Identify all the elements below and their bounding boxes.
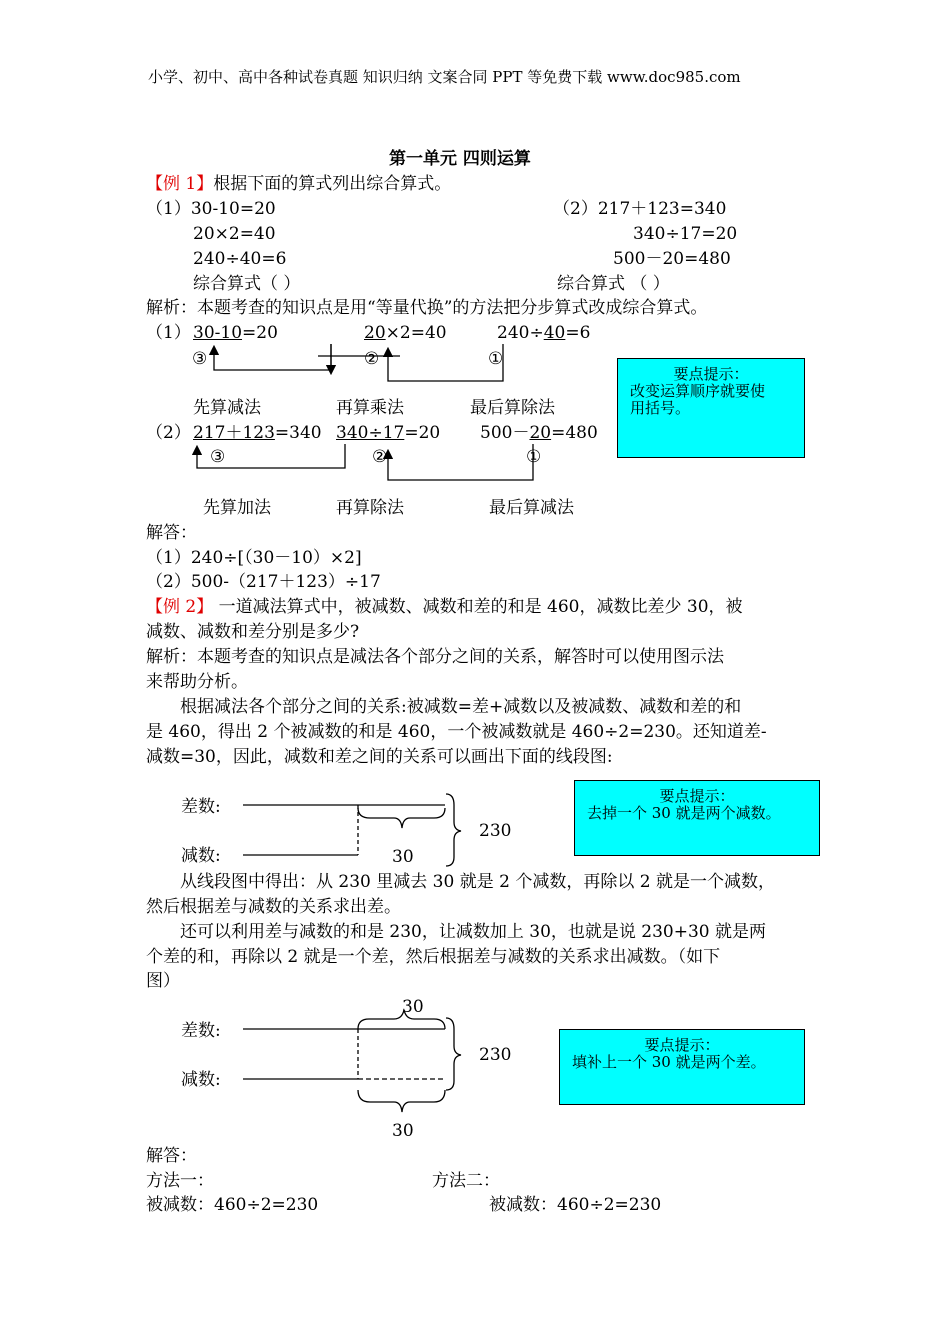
ex1-p2-eq2: 340÷17=20 — [633, 224, 738, 244]
ex2-reason-1: 根据减法各个部分之间的关系:被减数=差+减数以及被减数、减数和差的和 — [180, 697, 742, 717]
ex2-method2-label: 方法二： — [432, 1171, 500, 1191]
ex2-alt-2: 个差的和，再除以 2 就是一个差，然后根据差与减数的关系求出减数。（如下 — [146, 947, 721, 967]
d1-eq3 — [497, 322, 590, 344]
ex2-alt-3: 图） — [146, 971, 180, 991]
fig1-small-brace — [358, 808, 445, 828]
ex1-p1-label: （1） — [146, 199, 191, 219]
d1-eq2 — [364, 322, 447, 344]
ex1-p2-eq3: 500－20=480 — [613, 249, 731, 269]
fig2-big-brace — [446, 1018, 461, 1090]
fig1-label-sub: 减数: — [181, 846, 221, 866]
example2-question-line2: 减数、减数和差分别是多少? — [146, 622, 360, 642]
d2-eq2-underlined: 340÷17 — [336, 423, 405, 443]
fig1-big-brace — [446, 794, 461, 866]
d1-eq2-underlined: 20 — [364, 323, 386, 343]
d2-eq2 — [336, 422, 440, 444]
fig2-bottom: 30 — [392, 1121, 414, 1141]
d2-label: （2） — [146, 423, 191, 443]
example1-text: 根据下面的算式列出综合算式。 — [213, 174, 452, 194]
d1-mark-2: ② — [364, 349, 380, 369]
d1-eq3-rest: =6 — [565, 323, 591, 343]
fig2-label-diff: 差数: — [181, 1021, 221, 1041]
ex2-fig1-text-2: 然后根据差与减数的关系求出差。 — [146, 897, 401, 917]
example2-question-line1 — [146, 596, 743, 618]
ex1-p1-eq1: 30-10=20 — [190, 199, 276, 219]
tip1-title: 要点提示： — [673, 365, 749, 383]
ex2-reason-2: 是 460，得出 2 个被减数的和是 460，一个被减数就是 460÷2=230。还知道差- — [146, 722, 767, 742]
d2-step3: 最后算减法 — [489, 498, 574, 518]
ex1-p2-label: （2） — [553, 199, 598, 219]
ex1-p2-line1 — [553, 198, 726, 220]
fig2-label-sub: 减数: — [181, 1070, 221, 1090]
example2-tag: 【例 2】 — [146, 597, 214, 617]
fig1-gap: 30 — [392, 847, 414, 867]
tip-box-3 — [559, 1029, 805, 1105]
d2-mark-3: ③ — [210, 447, 226, 467]
ex1-answer-label: 解答： — [146, 523, 197, 543]
tip2-title: 要点提示： — [659, 787, 735, 805]
tip3-body: 填补上一个 30 就是两个差。 — [572, 1053, 766, 1071]
d1-arrow-a — [214, 344, 331, 370]
d1-eq3-underlined: 40 — [543, 323, 566, 343]
ex2-analysis-2: 来帮助分析。 — [146, 672, 248, 692]
d1-mark-3: ③ — [192, 349, 208, 369]
tip3-title: 要点提示： — [644, 1036, 720, 1054]
header-banner: 小学、初中、高中各种试卷真题 知识归纳 文案合同 PPT 等免费下载 www.doc985.com — [148, 68, 741, 86]
d1-eq1-underlined: 30-10 — [193, 323, 243, 343]
ex1-answer-2: （2）500-（217＋123）÷17 — [146, 572, 381, 592]
ex2-method2-line1: 被减数：460÷2=230 — [489, 1195, 662, 1215]
d2-step2: 再算除法 — [336, 498, 404, 518]
tip-box-2 — [574, 780, 820, 856]
ex2-analysis-1: 解析：本题考查的知识点是减法各个部分之间的关系，解答时可以使用图示法 — [146, 647, 724, 667]
ex1-answer-1: （1）240÷[（30－10）×2] — [146, 548, 362, 568]
example1-tag: 【例 1】 — [146, 174, 214, 194]
d2-eq1-underlined: 217＋123 — [193, 423, 275, 443]
d1-eq3-left: 240÷ — [497, 323, 544, 343]
d2-eq3-underlined: 20 — [529, 423, 552, 443]
d1-eq2-rest: ×2=40 — [385, 323, 447, 343]
d2-mark-1: ① — [526, 447, 542, 467]
d2-eq3 — [480, 422, 598, 444]
ex2-reason-3: 减数=30，因此，减数和差之间的关系可以画出下面的线段图: — [146, 747, 613, 767]
d2-eq1-rest: =340 — [274, 423, 322, 443]
fig2-total: 230 — [479, 1045, 512, 1065]
fig2-bottom-brace — [358, 1090, 445, 1112]
tip2-body: 去掉一个 30 就是两个减数。 — [587, 804, 781, 822]
fig2-top: 30 — [402, 997, 424, 1017]
d1-eq1-rest: =20 — [242, 323, 278, 343]
d1-step1: 先算减法 — [193, 398, 261, 418]
ex2-answer-label: 解答： — [146, 1146, 197, 1166]
ex1-p2-combined: 综合算式 （ ） — [557, 274, 670, 294]
example2-text1: 一道减法算式中，被减数、减数和差的和是 460，减数比差少 30，被 — [213, 597, 743, 617]
d1-step3: 最后算除法 — [470, 398, 555, 418]
fig1-label-diff: 差数: — [181, 797, 221, 817]
ex2-alt-1: 还可以利用差与减数的和是 230，让减数加上 30，也就是说 230+30 就是两 — [180, 922, 767, 942]
example1-question — [146, 173, 451, 195]
d2-eq1 — [193, 422, 322, 444]
page-title: 第一单元 四则运算 — [389, 149, 531, 169]
d2-arrow-b — [388, 444, 533, 480]
fig1-total: 230 — [479, 821, 512, 841]
d2-eq2-rest: =20 — [404, 423, 441, 443]
ex2-method1-line1: 被减数：460÷2=230 — [146, 1195, 319, 1215]
ex1-p1-combined: 综合算式（ ） — [193, 274, 301, 294]
d1-step2: 再算乘法 — [336, 398, 404, 418]
d2-step1: 先算加法 — [203, 498, 271, 518]
d1-mark-1: ① — [488, 349, 504, 369]
ex1-analysis: 解析：本题考查的知识点是用“等量代换”的方法把分步算式改成综合算式。 — [146, 298, 708, 318]
d1-eq1 — [193, 322, 278, 344]
tip1-body-line1: 改变运算顺序就要使 — [630, 382, 766, 400]
ex2-fig1-text-1: 从线段图中得出：从 230 里减去 30 就是 2 个减数，再除以 2 就是一个减数， — [180, 872, 775, 892]
ex2-method1-label: 方法一： — [146, 1171, 214, 1191]
d1-label: （1） — [146, 323, 191, 343]
tip-box-1 — [617, 358, 805, 458]
ex1-p1-eq3: 240÷40=6 — [193, 249, 287, 269]
ex1-p1-eq2: 20×2=40 — [193, 224, 276, 244]
d2-mark-2: ② — [372, 447, 388, 467]
d2-eq3-rest: =480 — [551, 423, 598, 443]
ex1-p1-line1 — [146, 198, 276, 220]
tip1-body-line2: 用括号。 — [630, 399, 691, 417]
d1-arrow-d — [388, 344, 503, 381]
d2-eq3-left: 500－ — [480, 423, 530, 443]
ex1-p2-eq1: 217＋123=340 — [597, 199, 727, 219]
